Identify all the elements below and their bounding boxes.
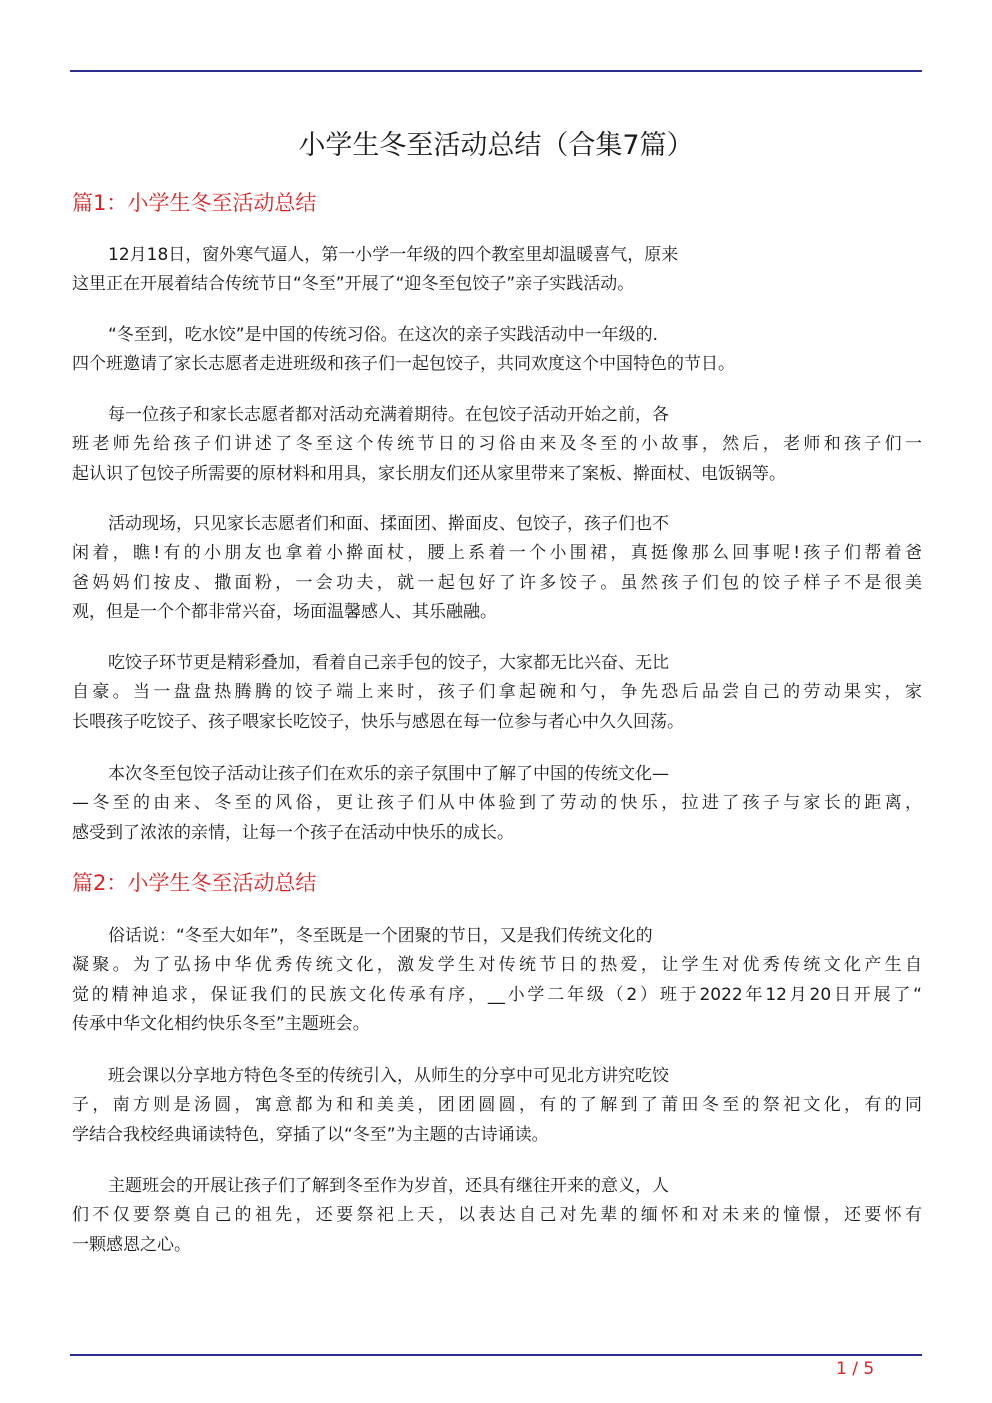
paragraph-line: 一颗感恩之心。 (72, 1234, 191, 1255)
section-heading-1: 篇1：小学生冬至活动总结 (72, 191, 317, 215)
paragraph-line: 闲着，瞧!有的小朋友也拿着小擀面杖，腰上系着一个小围裙，真挺像那么回事呢!孩子们帮着爸 (72, 543, 922, 564)
paragraph-line: 传承中华文化相约快乐冬至”主题班会。 (72, 1014, 370, 1035)
paragraph-line: 四个班邀请了家长志愿者走进班级和孩子们一起包饺子，共同欢度这个中国特色的节日。 (72, 354, 735, 375)
paragraph-line: 班老师先给孩子们讲述了冬至这个传统节日的习俗由来及冬至的小故事，然后，老师和孩子们一 (72, 434, 922, 455)
paragraph-line: 爸妈妈们按皮、撒面粉，一会功夫，就一起包好了许多饺子。虽然孩子们包的饺子样子不是很美 (72, 572, 922, 593)
paragraph (72, 321, 922, 380)
paragraph-line: 觉的精神追求，保证我们的民族文化传承有序，__小学二年级（2）班于2022年12月20日开展了“ (72, 984, 922, 1005)
paragraph (72, 1062, 922, 1150)
paragraph (72, 401, 922, 489)
paragraph (72, 241, 922, 300)
paragraph-line: 12月18日，窗外寒气逼人，第一小学一年级的四个教室里却温暖喜气，原来 (108, 245, 679, 265)
header-rule (70, 70, 922, 72)
section-heading-2: 篇2：小学生冬至活动总结 (72, 871, 317, 895)
document-title: 小学生冬至活动总结（合集7篇） (298, 130, 694, 161)
page-number: 1 / 5 (836, 1359, 875, 1379)
paragraph-line: 俗话说：“冬至大如年”，冬至既是一个团聚的节日，又是我们传统文化的 (108, 926, 653, 946)
paragraph (72, 1172, 922, 1260)
paragraph-line: 自豪。当一盘盘热腾腾的饺子端上来时，孩子们拿起碗和勺，争先恐后品尝自己的劳动果实，家 (72, 682, 922, 703)
paragraph-line: 班会课以分享地方特色冬至的传统引入，从师生的分享中可见北方讲究吃饺 (108, 1066, 669, 1086)
paragraph-line: 主题班会的开展让孩子们了解到冬至作为岁首，还具有继往开来的意义，人 (108, 1176, 669, 1196)
paragraph-line: 本次冬至包饺子活动让孩子们在欢乐的亲子氛围中了解了中国的传统文化— (108, 764, 669, 784)
paragraph-line: 长喂孩子吃饺子、孩子喂家长吃饺子，快乐与感恩在每一位参与者心中久久回荡。 (72, 711, 684, 732)
paragraph (72, 510, 922, 628)
paragraph-line: 感受到了浓浓的亲情，让每一个孩子在活动中快乐的成长。 (72, 822, 514, 843)
paragraph-line: 凝聚。为了弘扬中华优秀传统文化，激发学生对传统节日的热爱，让学生对优秀传统文化产生自 (72, 955, 922, 976)
paragraph-line: 观，但是一个个都非常兴奋，场面温馨感人、其乐融融。 (72, 602, 497, 623)
paragraph (72, 760, 922, 848)
paragraph-line: 这里正在开展着结合传统节日“冬至”开展了“迎冬至包饺子”亲子实践活动。 (72, 274, 635, 295)
paragraph-line: 活动现场，只见家长志愿者们和面、揉面团、擀面皮、包饺子，孩子们也不 (108, 514, 669, 534)
paragraph-line: 子，南方则是汤圆，寓意都为和和美美，团团圆圆，有的了解到了莆田冬至的祭祀文化，有的同 (72, 1095, 922, 1116)
paragraph (72, 649, 922, 737)
footer-rule (70, 1354, 922, 1356)
paragraph-line: —冬至的由来、冬至的风俗，更让孩子们从中体验到了劳动的快乐，拉进了孩子与家长的距离， (72, 793, 922, 814)
paragraph-line: 吃饺子环节更是精彩叠加，看着自己亲手包的饺子，大家都无比兴奋、无比 (108, 653, 669, 673)
paragraph-line: 学结合我校经典诵读特色，穿插了以“冬至”为主题的古诗诵读。 (72, 1124, 549, 1145)
paragraph-line: “冬至到，吃水饺”是中国的传统习俗。在这次的亲子实践活动中一年级的. (108, 325, 659, 345)
paragraph-line: 起认识了包饺子所需要的原材料和用具，家长朋友们还从家里带来了案板、擀面杖、电饭锅等。 (72, 463, 786, 484)
paragraph (72, 922, 922, 1040)
paragraph-line: 们不仅要祭奠自己的祖先，还要祭祀上天，以表达自己对先辈的缅怀和对未来的憧憬，还要怀有 (72, 1205, 922, 1226)
paragraph-line: 每一位孩子和家长志愿者都对活动充满着期待。在包饺子活动开始之前，各 (108, 405, 669, 425)
